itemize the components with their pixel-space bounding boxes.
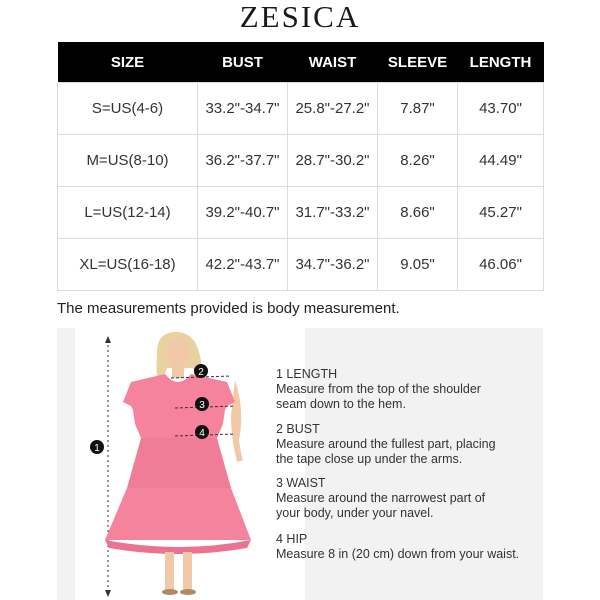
- instruction-hip: [276, 532, 519, 562]
- size-chart-table: [57, 42, 544, 291]
- svg-text:3: 3: [199, 400, 205, 411]
- instruction-text: Measure around the fullest part, placing: [276, 437, 496, 451]
- dress-hem: [105, 540, 251, 554]
- instruction-title: 3 WAIST: [276, 476, 326, 490]
- cell-waist: 34.7"-36.2": [288, 239, 378, 291]
- cell-size: L=US(12-14): [58, 187, 198, 239]
- header-sleeve: SLEEVE: [378, 42, 458, 83]
- cell-size: XL=US(16-18): [58, 239, 198, 291]
- instruction-text: the tape close up under the arms.: [276, 452, 463, 466]
- model-figure: [75, 328, 275, 600]
- cell-sleeve: 7.87": [378, 83, 458, 135]
- instruction-text: Measure around the narrowest part of: [276, 491, 486, 505]
- cell-bust: 33.2"-34.7": [198, 83, 288, 135]
- cell-waist: 31.7"-33.2": [288, 187, 378, 239]
- marker-3: [195, 397, 209, 411]
- marker-4: [195, 425, 209, 439]
- table-row: [58, 187, 544, 239]
- cell-length: 46.06": [458, 239, 544, 291]
- cell-length: 45.27": [458, 187, 544, 239]
- dress-skirt-tier-2: [105, 488, 251, 540]
- table-row: [58, 135, 544, 187]
- cell-waist: 28.7"-30.2": [288, 135, 378, 187]
- header-waist: WAIST: [288, 42, 378, 83]
- instruction-bust: [276, 422, 496, 467]
- instruction-title: 4 HIP: [276, 532, 308, 546]
- cell-waist: 25.8"-27.2": [288, 83, 378, 135]
- instruction-waist: [276, 476, 485, 521]
- right-shoe: [180, 589, 196, 595]
- svg-text:2: 2: [198, 367, 204, 378]
- right-arm: [231, 380, 243, 462]
- table-row: [58, 83, 544, 135]
- header-length: LENGTH: [458, 42, 544, 83]
- length-arrow-top-icon: [105, 336, 111, 343]
- brand-logo: ZESICA: [239, 0, 361, 34]
- instruction-title: 2 BUST: [276, 422, 320, 436]
- marker-1: [90, 440, 104, 454]
- neck: [172, 364, 184, 378]
- length-arrow-bottom-icon: [105, 590, 111, 597]
- cell-length: 44.49": [458, 135, 544, 187]
- cell-bust: 39.2"-40.7": [198, 187, 288, 239]
- cell-size: M=US(8-10): [58, 135, 198, 187]
- svg-text:4: 4: [199, 428, 205, 439]
- instruction-title: 1 LENGTH: [276, 367, 338, 381]
- table-row: [58, 239, 544, 291]
- instruction-text: seam down to the hem.: [276, 397, 406, 411]
- left-leg: [165, 552, 174, 590]
- marker-2: [194, 364, 208, 378]
- cell-sleeve: 8.66": [378, 187, 458, 239]
- instruction-text: Measure from the top of the shoulder: [276, 382, 481, 396]
- cell-bust: 42.2"-43.7": [198, 239, 288, 291]
- svg-text:1: 1: [94, 443, 100, 454]
- measurement-note: The measurements provided is body measurement.: [57, 300, 400, 317]
- header-bust: BUST: [198, 42, 288, 83]
- left-shoe: [162, 589, 178, 595]
- dress-skirt-tier-1: [127, 438, 231, 488]
- cell-sleeve: 8.26": [378, 135, 458, 187]
- dress-bodice: [123, 374, 235, 438]
- cell-bust: 36.2"-37.7": [198, 135, 288, 187]
- instruction-length: [276, 367, 481, 412]
- face: [166, 337, 190, 367]
- instruction-text: Measure 8 in (20 cm) down from your waist.: [276, 547, 520, 561]
- header-size: SIZE: [58, 42, 198, 83]
- cell-size: S=US(4-6): [58, 83, 198, 135]
- cell-length: 43.70": [458, 83, 544, 135]
- cell-sleeve: 9.05": [378, 239, 458, 291]
- instruction-text: your body, under your navel.: [276, 506, 434, 520]
- right-leg: [183, 552, 192, 590]
- table-header-row: [58, 42, 544, 83]
